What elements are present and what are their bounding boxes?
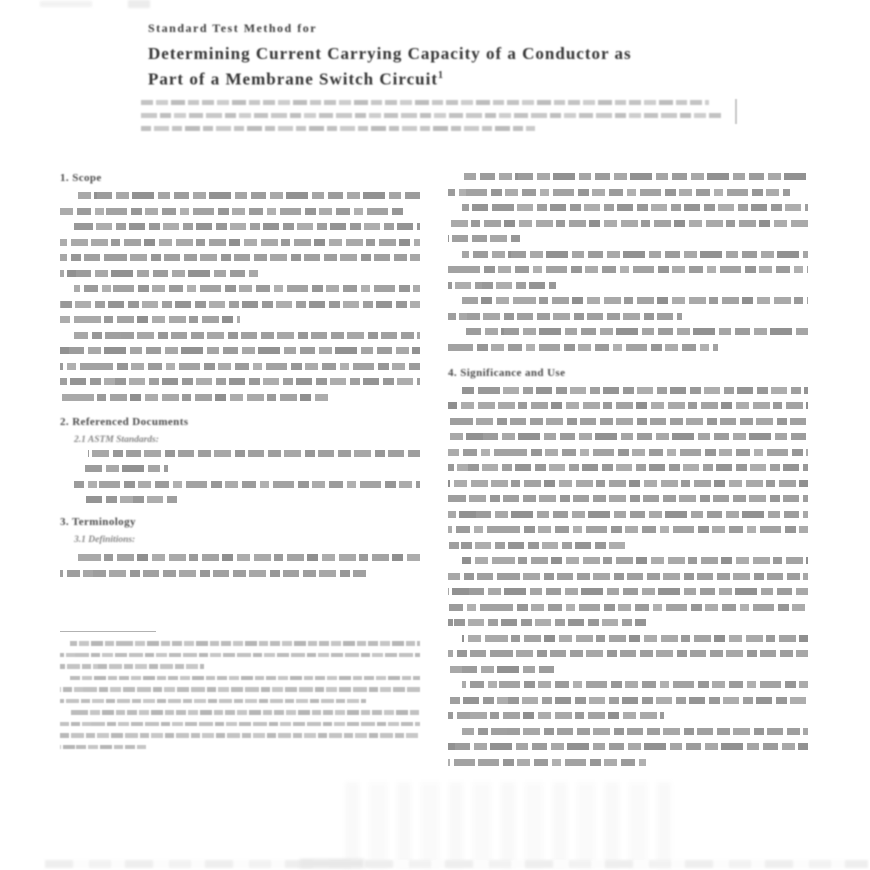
blurred-text-line <box>448 743 808 750</box>
footnote-rule <box>60 631 156 632</box>
blurred-text-line <box>448 480 808 487</box>
blurred-paragraph <box>448 728 808 766</box>
blurred-text-line <box>74 554 420 561</box>
blurred-text-line <box>70 710 420 715</box>
sub-label-text: 3.1 Definitions: <box>74 535 136 545</box>
title-block <box>148 21 752 91</box>
blurred-paragraph <box>448 204 808 242</box>
blurred-text-line <box>462 557 808 564</box>
blurred-paragraph <box>60 192 420 215</box>
blurred-text-line <box>448 220 808 227</box>
blurred-text-line <box>448 697 808 704</box>
blurred-text-line <box>448 418 808 425</box>
blurred-text-line <box>462 251 808 258</box>
blurred-text-line <box>60 745 146 750</box>
blurred-text-line <box>60 733 420 738</box>
blurred-text-line <box>448 344 718 351</box>
footnotes-block <box>60 641 420 756</box>
blurred-text-line <box>60 363 420 370</box>
blurred-text-line <box>74 481 420 488</box>
blurred-paragraph <box>448 251 808 289</box>
page-bleed-watermark <box>345 782 675 868</box>
abstract-blurred-line <box>141 126 535 131</box>
blurred-text-line <box>448 511 808 518</box>
blurred-paragraph <box>448 681 808 719</box>
blurred-text-line <box>448 588 808 595</box>
blurred-text-line <box>60 653 420 658</box>
blurred-paragraph <box>448 328 808 351</box>
blurred-paragraph <box>60 285 420 323</box>
blurred-text-line <box>60 722 420 727</box>
blurred-paragraph <box>60 676 420 704</box>
blurred-paragraph <box>60 332 420 401</box>
blurred-text-line <box>85 465 168 472</box>
blurred-paragraph <box>60 641 420 669</box>
blurred-text-line <box>448 619 646 626</box>
blurred-text-line <box>448 666 556 673</box>
blurred-text-line <box>74 223 420 230</box>
blurred-text-line <box>462 681 808 688</box>
blurred-paragraph <box>60 223 420 277</box>
blurred-paragraph <box>448 635 808 673</box>
blurred-text-line <box>448 266 808 273</box>
blurred-text-line <box>448 449 808 456</box>
blurred-text-line <box>462 297 808 304</box>
blurred-text-line <box>74 332 420 339</box>
blurred-text-line <box>448 464 808 471</box>
blurred-text-line <box>60 699 366 704</box>
scan-artifact-top-left <box>40 1 92 7</box>
right-column <box>448 168 808 774</box>
blurred-paragraph <box>60 710 420 749</box>
blurred-text-line <box>60 316 240 323</box>
blurred-text-line <box>60 687 420 692</box>
abstract-blurred-line <box>141 113 721 118</box>
document-kicker: Standard Test Method for <box>148 21 318 35</box>
blurred-text-line <box>448 526 808 533</box>
blurred-text-line <box>448 402 808 409</box>
blurred-text-line <box>448 650 808 657</box>
blurred-text-line <box>448 189 790 196</box>
blurred-text-line <box>60 301 420 308</box>
section-heading: 4. Significance and Use <box>448 366 566 379</box>
blurred-text-line <box>60 347 420 354</box>
document-title-line-1: Determining Current Carrying Capacity of a Conductor as <box>148 44 632 63</box>
left-column <box>60 168 420 585</box>
blurred-paragraph <box>60 450 420 473</box>
blurred-text-line <box>88 450 420 457</box>
blurred-text-line <box>60 239 420 246</box>
blurred-text-line <box>70 676 420 681</box>
blurred-text-line <box>448 313 682 320</box>
blurred-text-line <box>448 433 808 440</box>
blurred-text-line <box>60 254 420 261</box>
blurred-paragraph <box>448 297 808 320</box>
blurred-text-line <box>448 235 520 242</box>
blurred-text-line <box>74 285 420 292</box>
blurred-text-line <box>448 495 808 502</box>
document-title-line-2 <box>148 65 752 91</box>
scan-artifact-top <box>128 0 150 8</box>
blurred-text-line <box>448 573 808 580</box>
title-footnote-marker: 1 <box>438 70 444 81</box>
section-heading: 3. Terminology <box>60 516 136 528</box>
blurred-paragraph <box>448 557 808 626</box>
blurred-paragraph <box>60 554 420 577</box>
blurred-paragraph <box>448 173 808 196</box>
blurred-text-line <box>462 328 808 335</box>
blurred-text-line <box>462 173 808 180</box>
blurred-text-line <box>60 208 406 215</box>
blurred-text-line <box>60 664 204 669</box>
blurred-text-line <box>70 641 420 646</box>
section-heading: 1. Scope <box>60 172 102 184</box>
blurred-text-line <box>448 282 556 289</box>
blurred-text-line <box>448 712 664 719</box>
footer-ghost-blob <box>300 859 364 868</box>
blurred-text-line <box>60 378 420 385</box>
blurred-text-line <box>448 542 628 549</box>
sub-label <box>60 435 420 446</box>
sub-label <box>60 535 420 546</box>
blurred-text-line <box>60 270 258 277</box>
blurred-text-line <box>462 204 808 211</box>
blurred-paragraph <box>448 387 808 549</box>
abstract-boilerplate <box>141 100 721 139</box>
blurred-text-line <box>448 759 646 766</box>
blurred-text-line <box>462 635 808 642</box>
blurred-paragraph <box>60 481 420 504</box>
footer-ghost-row <box>45 860 868 868</box>
blurred-text-line <box>74 192 420 199</box>
abstract-blurred-line <box>141 100 709 105</box>
sub-label-text: 2.1 ASTM Standards: <box>74 434 159 445</box>
blurred-text-line <box>85 496 179 503</box>
blurred-text-line <box>448 604 808 611</box>
section-heading: 2. Referenced Documents <box>60 415 189 428</box>
revision-change-bar <box>735 99 737 124</box>
blurred-text-line <box>60 394 330 401</box>
blurred-text-line <box>462 728 808 735</box>
document-title-line-2-text: Part of a Membrane Switch Circuit <box>148 69 438 89</box>
blurred-text-line <box>462 387 808 394</box>
blurred-text-line <box>60 570 366 577</box>
